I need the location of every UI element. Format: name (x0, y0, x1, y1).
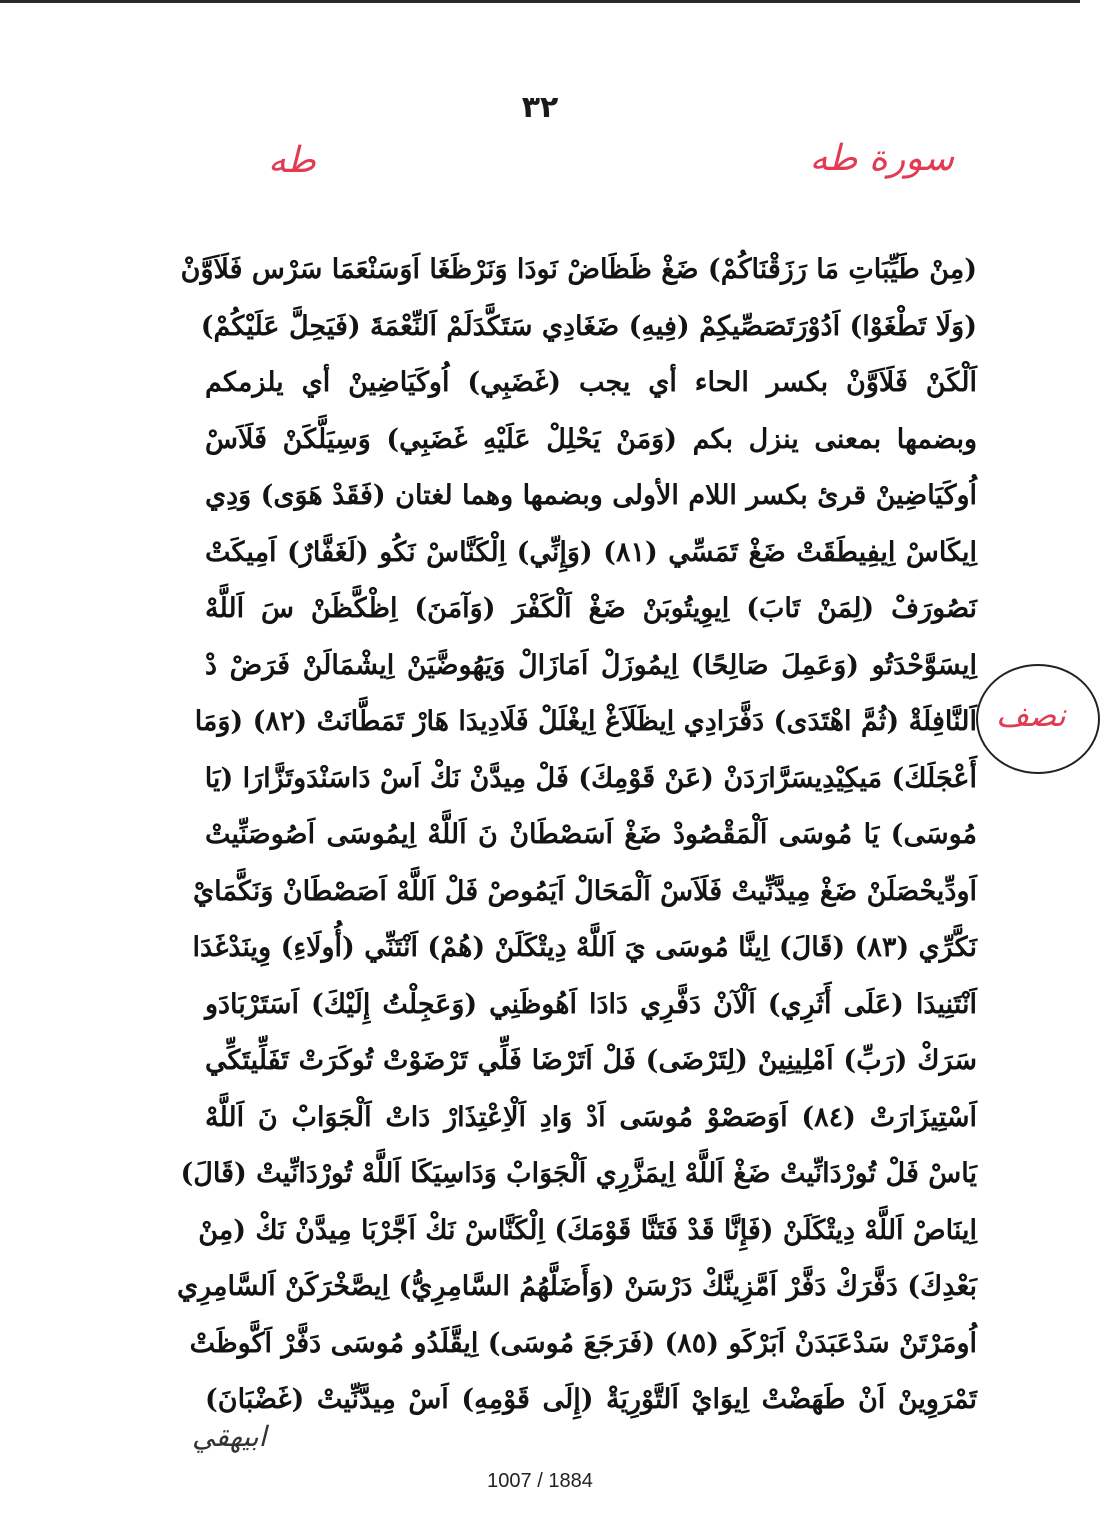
text-line: مُوسَى) يَا مُوسَى اَلْمَقْصُودْ ضَغْ اَسَصْطَانْ نَ اَللَّهْ اِيمُوسَى اَصُوصَنِّيتْ (205, 819, 977, 850)
circled-margin-note (976, 664, 1100, 774)
text-line: اِيكَاسْ اِيفِيطَقَتْ ضَغْ تَمَسِّي (٨١) (وَإِنِّي) اِلْكَنَّاسْ نَكُو (لَغَفَّارٌ) اَمِيكَتْ (205, 536, 977, 568)
circled-margin-note-text: نصف (996, 696, 1066, 734)
text-line: اِينَاصْ اَللَّهْ دِيتْكَلَنْ (فَإِنَّا قَدْ فَتَنَّا قَوْمَكَ) اِلْكَنَّاسْ نَكْ اَجَّرْبَا مِيدَّنْ نَكْ (مِنْ (198, 1214, 977, 1246)
text-line: اُومَرْتَنْ سَدْعَبَدَنْ اَبَرْكَو (٨٥) (فَرَجَعَ مُوسَى) اِيقَّلَدُو مُوسَى دَفَّرْ اَكَّوظَتْ (189, 1327, 977, 1359)
text-line: تَمْرَوِينْ اَنْ طَهَضْتْ اِيوَايْ اَلتَّوْرِيَةْ (إِلَى قَوْمِهِ) اَسْ مِيدَّنِّيتْ (غَضْبَانَ) (205, 1384, 977, 1415)
page-number: ٣٢ (521, 90, 559, 125)
top-rule (0, 0, 1080, 3)
text-line: نَكَّرِّي (٨٣) (قَالَ) اِينَّا مُوسَى يَ اَللَّهْ دِيتْكَلَنْ (هُمْ) اَنْتَنِّي (أُولَاءِ) وِينَدْغَدَا (192, 932, 977, 963)
pagination-counter: 1007 / 1884 (487, 1470, 593, 1492)
text-line: اَسْتِيزَارَتْ (٨٤) اَوَصَصْوْ مُوسَى اَدْ وَادِ اَلْاِعْتِذَارْ دَاتْ اَلْجَوَابْ نَ اَللَّهْ (205, 1101, 977, 1133)
text-line: نَصُورَفْ (لِمَنْ تَابَ) اِيوِيتُوبَنْ ضَغْ اَلْكَفْرَ (وَآمَنَ) اِظْكَّظَنْ سَ اَللَّهْ (205, 593, 977, 624)
text-line: اِيسَوَّحْدَتُو (وَعَمِلَ صَالِحًا) اِيمُوزَلْ اَمَازَالْ وَيَهُوضَّيَنْ اِيشْمَالَنْ فَرَضْ دْ (205, 649, 977, 681)
text-line: يَاسْ فَلْ تُورْدَانِّيتْ ضَغْ اَللَّهْ اِيمَزَّرِي اَلْجَوَابْ وَدَاسِيَكَا اَللَّهْ تُورْدَانِّيتْ (قَالَ) (180, 1158, 977, 1189)
text-line: وبضمها بمعنى ينزل بكم (وَمَنْ يَحْلِلْ عَلَيْهِ غَضَبِي) وَسِيَلَّكَنْ فَلَاَسْ (205, 423, 977, 455)
text-line: اَنْتَنِيدَا (عَلَى أَثَرِي) اَلْآنْ دَفَّرِي دَادَا اَهُوظَنِي (وَعَجِلْتُ إِلَيْكَ) اَسَتَرْبَادَو (205, 988, 977, 1020)
text-line: سَرَكْ (رَبِّ) اَمْلِينِينْ (لِتَرْضَى) فَلْ اَتَرْضَا فَلِّي تَرْضَوْتْ تُوكَرَتْ تَفَلِّيتَكِّي (205, 1045, 977, 1076)
manuscript-body-text (177, 242, 977, 1429)
text-line: أَعْجَلَكَ) مَيكِيْدِيسَرَّارَدَنْ (عَنْ قَوْمِكَ) فَلْ مِيدَّنْ نَكْ اَسْ دَاسَنْدَوتَزَّارَا (يَا (204, 762, 977, 794)
text-line: (مِنْ طَيِّبَاتِ مَا رَزَقْنَاكُمْ) ضَغْ ظَظَاضْ نَودَا وَنَرْظَغَا اَوَسَنْعَمَا سَرْس فَلَاَوَّنْ (180, 254, 977, 285)
margin-note-short-title: طه (268, 140, 316, 181)
text-line: اَلْكَنْ فَلَاَوَّنْ بكسر الحاء أي يجب (غَضَبِي) اُوكَيَاضِينْ أي يلزمكم (205, 367, 977, 398)
handwritten-signature: ابيهقي (192, 1420, 267, 1453)
text-line: اُوكَيَاضِينْ قرئ بكسر اللام الأولى وبضمها وهما لغتان (فَقَدْ هَوَى) وَدِي (205, 480, 977, 511)
text-line: (وَلَا تَطْغَوْا) اَدُوْرَتَصَصِّيكِمْ (فِيهِ) ضَغَادِي سَتَكَّدَلَمْ اَلنِّعْمَةَ (فَيَحِلَّ عَلَيْكُمْ) (200, 310, 977, 342)
text-line: اَلنَّافِلَةْ (ثُمَّ اهْتَدَى) دَفَّرَادِي اِيظَلَاَغْ اِيغْلَلْ فَلَادِيدَا هَارْ تَمَطَّانَتْ (٨٢) (وَمَا (194, 706, 977, 737)
margin-note-surah-title: سورة طه (809, 138, 954, 179)
text-line: اَودِّيحْصَلَنْ ضَغْ مِيدَّنِّيتْ فَلَاَسْ اَلْمَحَالْ اَيَمُوصْ فَلْ اَللَّهْ اَصَصْطَانْ وَنَكَّمَايْ (192, 875, 977, 907)
text-line: بَعْدِكَ) دَفَّرَكْ دَفَّرْ اَمَّزِينَّكْ دَرْسَنْ (وَأَضَلَّهُمُ السَّامِرِيُّ) اِيصَّخْرَكَنْ اَلسَّامِرِي (177, 1271, 977, 1302)
